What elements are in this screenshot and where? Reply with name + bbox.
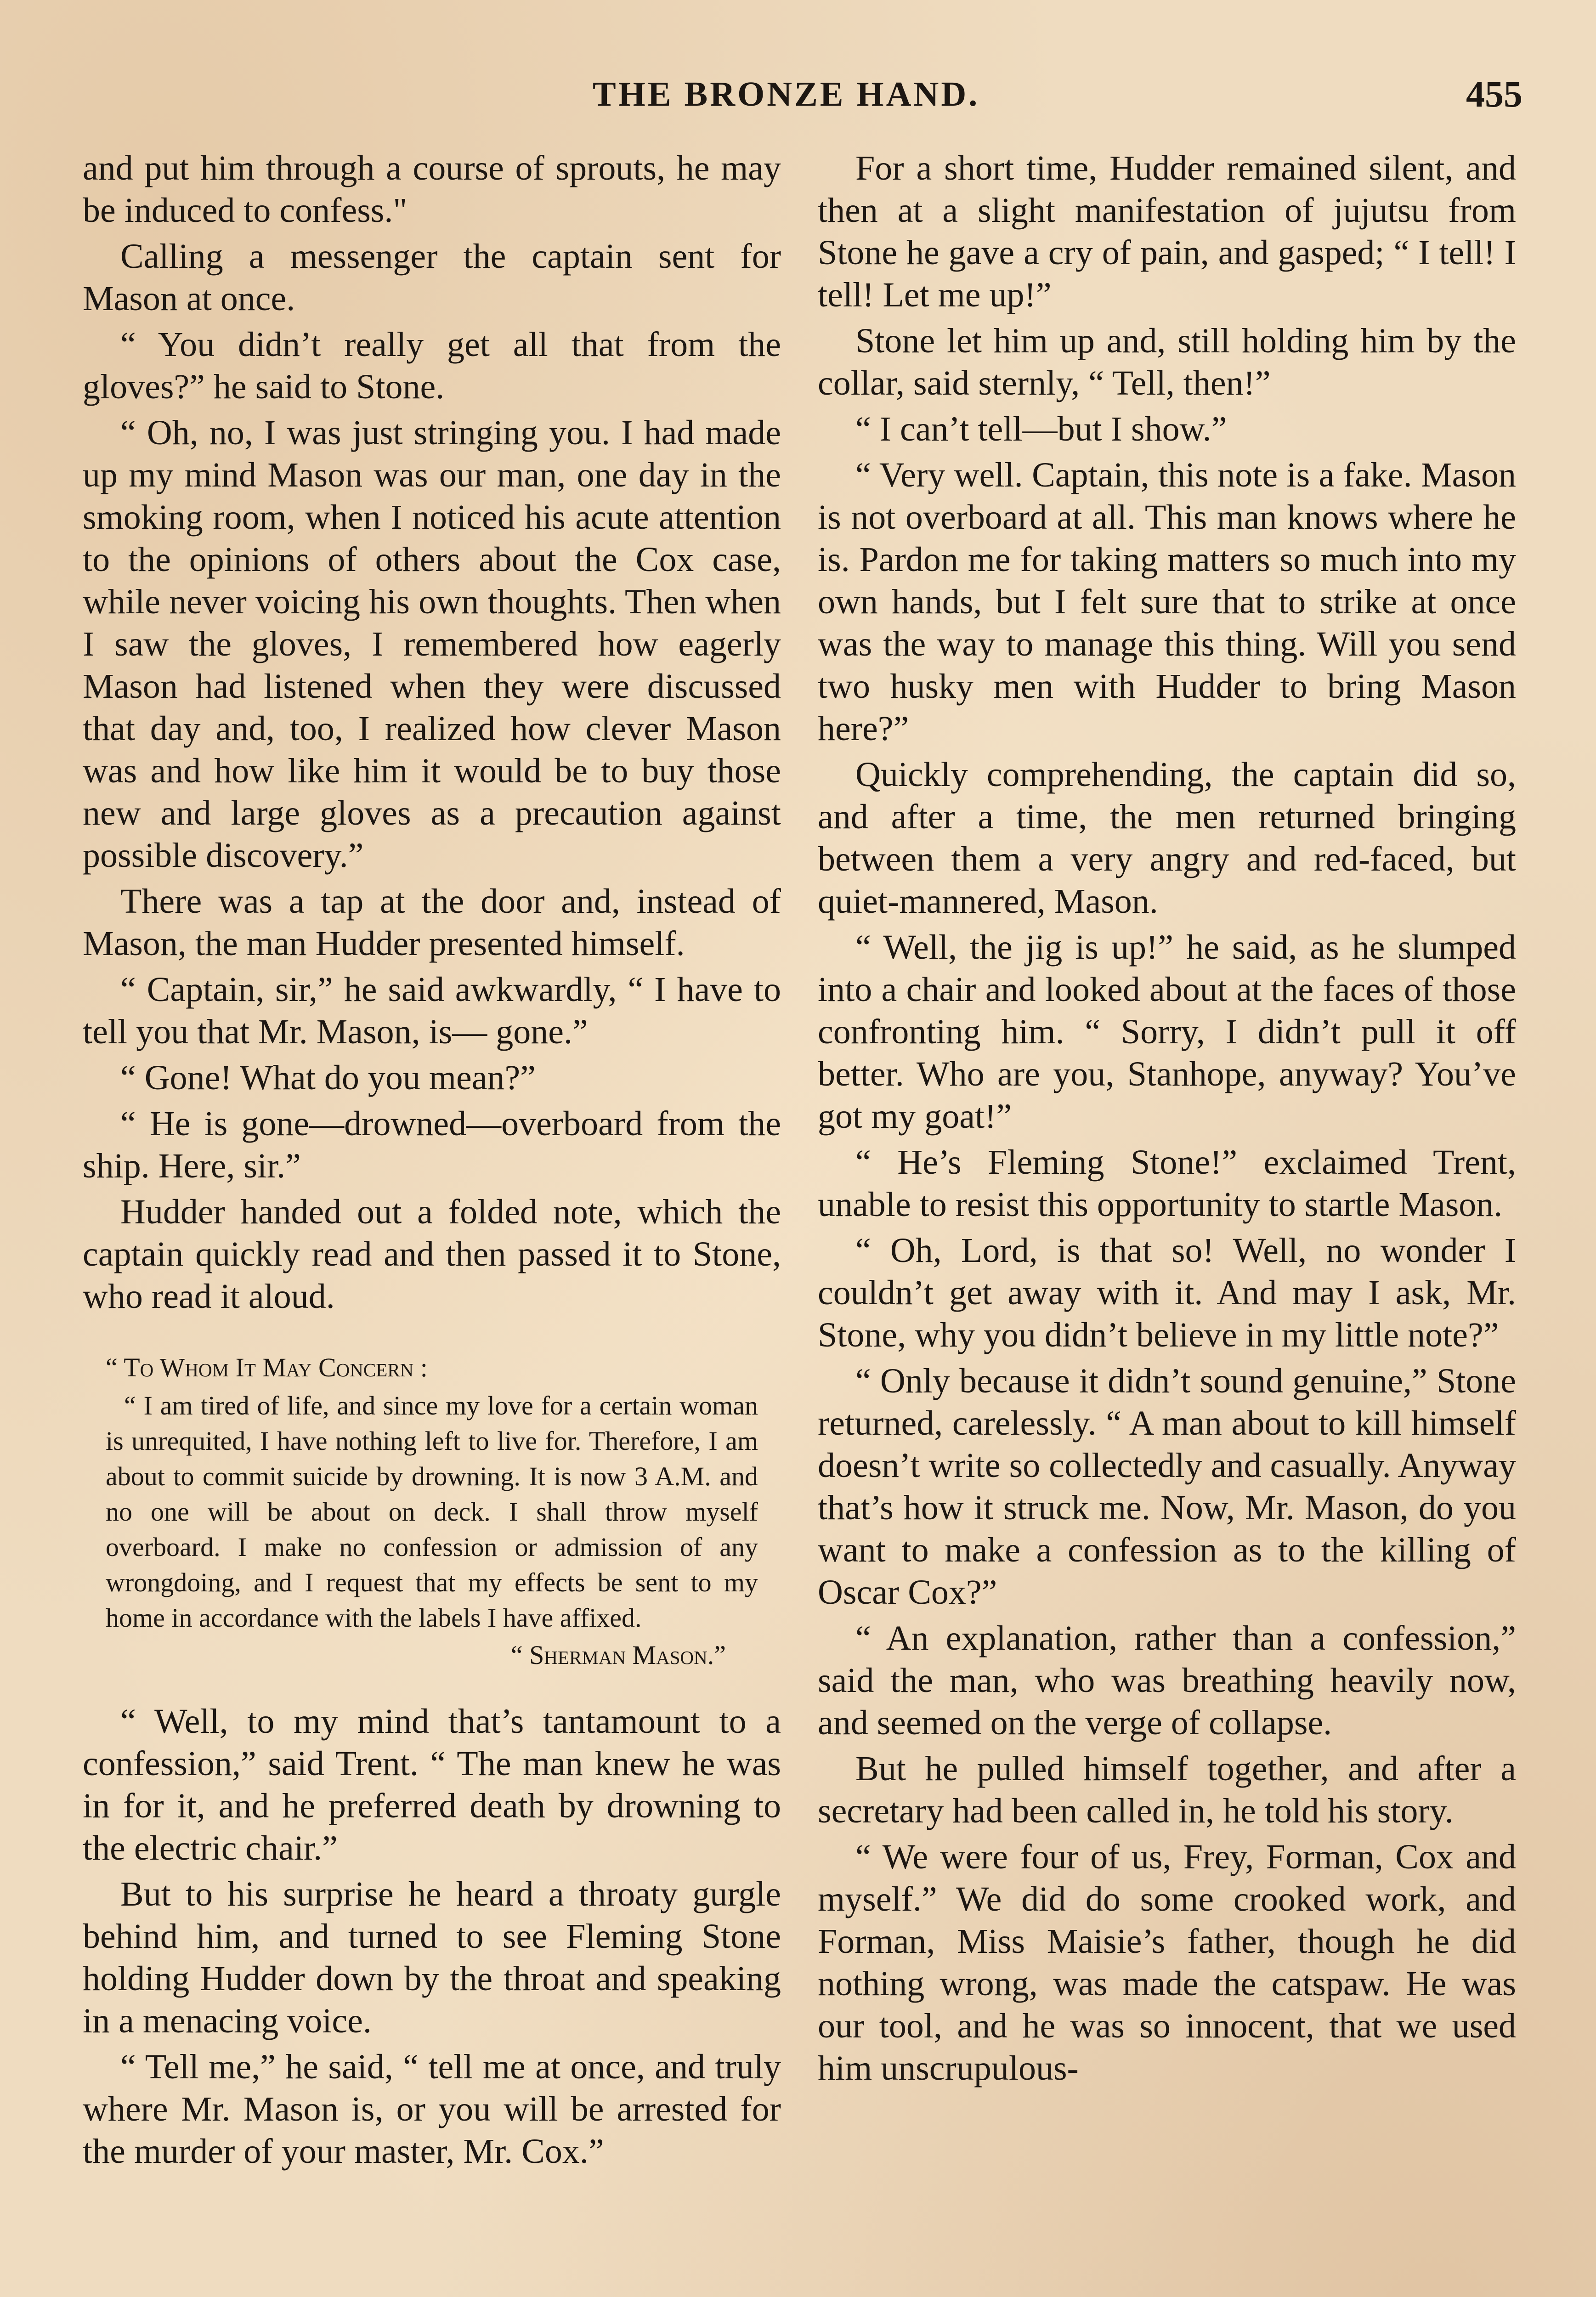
paragraph: “ Gone! What do you mean?” [120,1058,536,1097]
paragraph: “ Well, the jig is up!” he said, as he slumped into a chair and looked about at the faces of those confronting him. “ Sorry, I didn’t pull it off better. Who are you, Stanhope, anyway? You’ve got my goat!” [818,928,1516,1136]
running-header [0,69,1596,124]
paragraph: “ Only because it didn’t sound genuine,” Stone returned, carelessly. “ A man about to kill himself doesn’t write so collectedly and casually. Anyway that’s how it struck me. Now, Mr. Mason, do you want to make a confession as to the killing of Oscar Cox?” [818,1362,1516,1612]
suicide-note-letter [106,1350,758,1673]
paragraph: “ Tell me,” he said, “ tell me at once, and truly where Mr. Mason is, or you will be arrested for the murder of your master, Mr. Cox.” [83,2048,781,2171]
paragraph: But he pulled himself together, and after a secretary had been called in, he told his story. [818,1749,1516,1830]
paragraph: Hudder handed out a folded note, which the captain quickly read and then passed it to Stone, who read it aloud. [83,1193,781,1316]
left-column [83,147,781,2176]
paragraph: Stone let him up and, still holding him by the collar, said sternly, “ Tell, then!” [818,322,1516,402]
paragraph: “ Oh, Lord, is that so! Well, no wonder I couldn’t get away with it. And may I ask, Mr. Stone, why you didn’t believe in my little note?” [818,1231,1516,1354]
paragraph: For a short time, Hudder remained silent, and then at a slight manifestation of jujutsu from Stone he gave a cry of pain, and gasped; “ I tell! I tell! Let me up!” [818,149,1516,314]
chapter-title: THE BRONZE HAND. [593,75,980,113]
letter-salutation: “ To Whom It May Concern : [106,1352,428,1382]
paragraph: “ An explanation, rather than a confession,” said the man, who was breathing heavily now, and seemed on the verge of collapse. [818,1619,1516,1742]
paragraph: “ We were four of us, Frey, Forman, Cox and myself.” We did do some crooked work, and Forman, Miss Maisie’s father, though he did nothing wrong, was made the catspaw. He was our tool, and he was so innocent, that we used him unscrupulous- [818,1838,1516,2088]
paragraph: “ He is gone—drowned—overboard from the ship. Here, sir.” [83,1104,781,1185]
paragraph: and put him through a course of sprouts, he may be induced to confess." [83,149,781,230]
paragraph: “ I can’t tell—but I show.” [855,410,1227,448]
paragraph: “ Well, to my mind that’s tantamount to a confession,” said Trent. “ The man knew he was in for it, and he preferred death by drowning to the electric chair.” [83,1702,781,1867]
paragraph: “ Very well. Captain, this note is a fake. Mason is not overboard at all. This man knows where he is. Pardon me for taking matters so much into my own hands, but I felt sure that to strike at once was the way to manage this thing. Will you send two husky men with Hudder to bring Mason here?” [818,456,1516,748]
paragraph: Quickly comprehending, the captain did so, and after a time, the men returned bringing between them a very angry and red-faced, but quiet-mannered, Mason. [818,755,1516,921]
letter-signature: “ Sherman Mason.” [510,1640,726,1670]
paragraph: Calling a messenger the captain sent for Mason at once. [83,237,781,318]
right-column [818,147,1516,2093]
paragraph: “ You didn’t really get all that from the gloves?” he said to Stone. [83,325,781,406]
paragraph: “ Oh, no, I was just stringing you. I had made up my mind Mason was our man, one day in the smoking room, when I noticed his acute attention to the opinions of others about the Cox case, while never voicing his own thoughts. Then when I saw the gloves, I remembered how eagerly Mason had listened when they were discussed that day and, too, I realized how clever Mason was and how like him it would be to buy those new and large gloves as a precaution against possible discovery.” [83,413,781,875]
page-number: 455 [1466,73,1522,115]
paragraph: “ Captain, sir,” he said awkwardly, “ I have to tell you that Mr. Mason, is— gone.” [83,970,781,1051]
paragraph: There was a tap at the door and, instead of Mason, the man Hudder presented himself. [83,882,781,963]
paragraph: “ He’s Fleming Stone!” exclaimed Trent, unable to resist this opportunity to startle Mason. [818,1143,1516,1224]
paragraph: But to his surprise he heard a throaty gurgle behind him, and turned to see Fleming Stone holding Hudder down by the throat and speaking in a menacing voice. [83,1875,781,2040]
letter-body: “ I am tired of life, and since my love for a certain woman is unrequited, I have nothing left to live for. Therefore, I am about to commit suicide by drowning. It is now 3 A.M. and no one will be about on deck. I shall throw myself overboard. I make no confession or admission of any wrongdoing, and I request that my effects be sent to my home in accordance with the labels I have affixed. [106,1391,758,1633]
